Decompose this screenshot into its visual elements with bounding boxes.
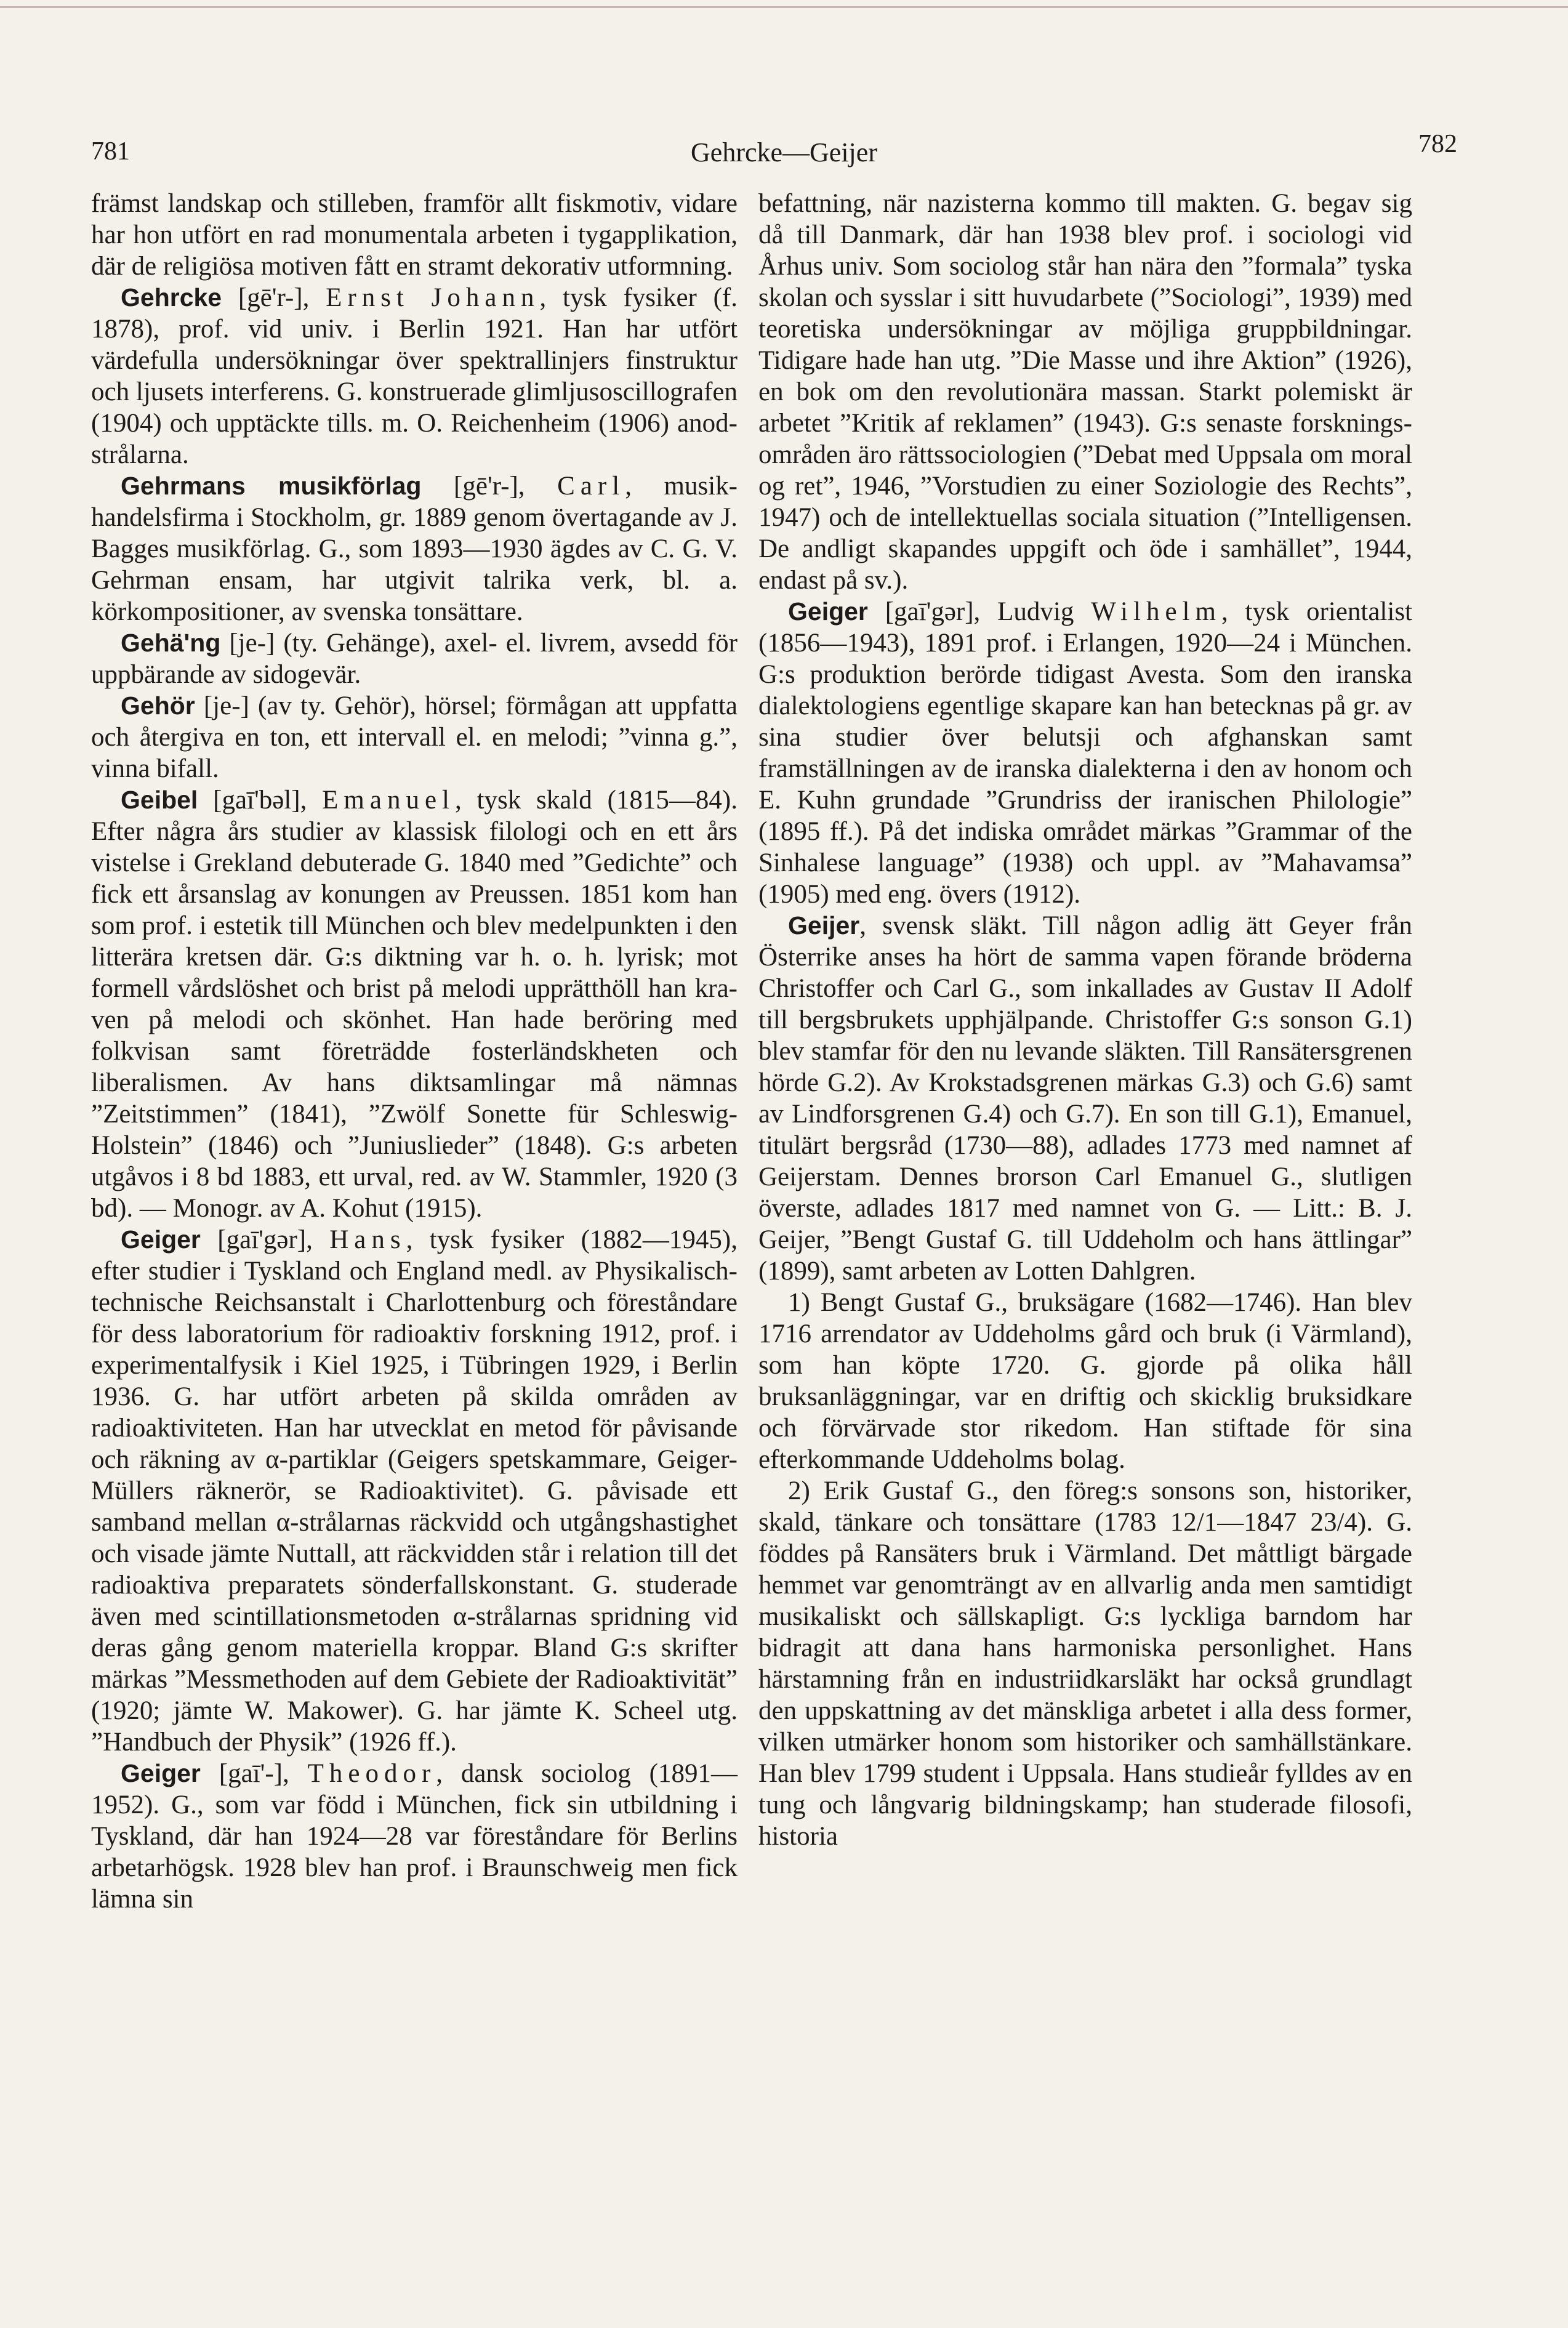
- continued-paragraph: [758, 188, 1412, 596]
- entry-given-name: Carl: [557, 472, 625, 501]
- entry-headword: Geibel: [121, 786, 198, 814]
- entry-pronunciation: [gaī'gər],: [200, 1225, 330, 1254]
- entry-given-name: Hans: [329, 1225, 406, 1254]
- entry-pronunciation: [je-]: [220, 629, 284, 658]
- right-column: [758, 188, 1412, 1852]
- dictionary-entry: [91, 1224, 738, 1758]
- entry-pronunciation: [gē'r-],: [421, 472, 558, 501]
- entry-text: 1) Bengt Gustaf G., bruksägare (1682—1746). Han blev 1716 arrendator av Uddeholms gård och bruk (i Värmland), som han köpte 1720. G. gjorde på olika håll bruksanläggningar, var en driftig och skicklig bruksidkare och förvärvade stor rikedom. Han stiftade för sina efterkommande Uddeholms bolag.: [758, 1288, 1412, 1474]
- entry-text: , musikhandelsfirma i Stockholm, gr. 1889 genom övertagande av J. Bagges musikförlag. G., som 1893—1930 ägdes av C. G. V. Gehrman ensam, har utgivit talrika verk, bl. a. körkompositioner, av svenska tonsättare.: [91, 472, 738, 626]
- entry-text: främst landskap och stilleben, framför allt fiskmotiv, vidare har hon utfört en rad monumentala arbeten i tygapplikation, där de religiösa motiven fått en stramt dekorativ utformning.: [91, 189, 738, 281]
- entry-pronunciation: [je-]: [195, 691, 258, 720]
- entry-headword: Geiger: [121, 1759, 201, 1787]
- entry-text: , dansk sociolog (1891—1952). G., som var född i München, fick sin utbildning i Tyskland, där han 1924—28 var föreståndare för Berlins arbetarhögsk. 1928 blev han prof. i Braunschweig men fick lämna sin: [91, 1759, 738, 1914]
- entry-headword: Gehä'ng: [121, 629, 221, 657]
- dictionary-entry: [91, 1758, 738, 1915]
- entry-text: befattning, när nazisterna kommo till makten. G. begav sig då till Danmark, där han 1938 blev prof. i sociologi vid Århus univ. Som sociolog står han nära den ”formala” tyska skolan och sysslar i sitt huvudarbete (”Sociologi”, 1939) med teoretiska undersökningar av möjliga gruppbildningar. Tidigare hade han utg. ”Die Masse und ihre Aktion” (1926), en bok om den revolutionära massan. Starkt polemiskt är arbetet ”Kritik af reklamen” (1943). G:s senaste forskningsområden äro rättssociologien (”Debat med Uppsala om moral og ret”, 1946, ”Vorstudien zu einer Soziologie des Rechts”, 1947) och de intellektuellas sociala situation (”Intelligensen. De andligt skapandes uppgift och öde i samhället”, 1944, endast på sv.).: [758, 189, 1412, 595]
- entry-text: (av ty. Gehör), hörsel; förmågan att uppfatta och återgiva en ton, ett intervall el. en melodi; ”vinna g.”, vinna bifall.: [91, 691, 738, 783]
- dictionary-entry: [91, 627, 738, 690]
- entry-text: , tysk fysiker (1882—1945), efter studier i Tyskland och England medl. av Physikalisch-technische Reichsanstalt i Charlottenburg och föreståndare för dess laboratorium för radioaktiv forskning 1912, prof. i experimentalfysik i Kiel 1925, i Tübringen 1929, i Berlin 1936. G. har utfört arbeten på skilda områden av radioaktiviteten. Han har utvecklat en metod för påvisande och räkning av α-partiklar (Geigers spetskammare, Geiger-Müllers räknerör, se Radioaktivitet). G. påvisade ett samband mellan α-strålarnas räckvidd och utgångshastighet och visade jämte Nuttall, att räckvidden står i relation till det radioaktiva preparatets sönderfallskonstant. G. studerade även med scintillationsmetoden α-strålarnas spridning vid deras gång genom materiella kroppar. Bland G:s skrifter märkas ”Messmethoden auf dem Gebiete der Radioaktivität” (1920; jämte W. Makower). G. har jämte K. Scheel utg. ”Handbuch der Physik” (1926 ff.).: [91, 1225, 738, 1757]
- dictionary-entry: [91, 784, 738, 1224]
- entry-pronunciation: [gaī'-],: [200, 1759, 308, 1788]
- entry-text: 2) Erik Gustaf G., den föreg:s sonsons son, historiker, skald, tänkare och tonsättare (1783 12/1—1847 23/4). G. föddes på Ransäters bruk i Värmland. Det måttligt bärgade hemmet var genomträngt av en allvarlig anda men samtidigt musikaliskt och sällskapligt. G:s lyckliga barndom har bidragit att dana hans harmoniska personlighet. Hans härstamning från en industriidkarsläkt har också grundlagt den uppskattning av det mänskliga arbetet i alla dess former, vilken utmärker honom som historiker och samhällstänkare. Han blev 1799 student i Uppsala. Hans studieår fylldes av en tung och långvarig bildningskamp; han studerade filosofi, historia: [758, 1476, 1412, 1851]
- numbered-subentry: [758, 1287, 1412, 1475]
- dictionary-entry: [91, 690, 738, 784]
- top-edge-line: [0, 6, 1568, 8]
- entry-headword: Gehrcke: [121, 283, 222, 312]
- entry-pronunciation: [gaī'bəl],: [198, 786, 323, 815]
- numbered-subentry: [758, 1475, 1412, 1852]
- entry-text: , tysk skald (1815—84). Efter några års studier av klassisk filologi och en ett års vistelse i Grekland debuterade G. 1840 med ”Gedichte” och fick ett årsanslag av konungen av Preussen. 1851 kom han som prof. i estetik till München och blev medelpunkten i den litterära kretsen där. G:s diktning var h. o. h. lyrisk; mot formell vårdslöshet och brist på melodi upprätthöll han kraven på melodi och skönhet. Han hade beröring med folkvisan samt företrädde fosterländskheten och liberalismen. Av hans diktsamlingar må nämnas ”Zeitstimmen” (1841), ”Zwölf Sonette für Schleswig-Holstein” (1846) och ”Juniuslieder” (1848). G:s arbeten utgåvos i 8 bd 1883, ett urval, red. av W. Stammler, 1920 (3 bd). — Monogr. av A. Kohut (1915).: [91, 786, 738, 1223]
- entry-pronunciation: [gaī'gər], Ludvig: [867, 597, 1092, 626]
- dictionary-entry: [758, 596, 1412, 910]
- dictionary-entry: [91, 282, 738, 470]
- right-page-number: 782: [1418, 130, 1457, 158]
- left-page-number: 781: [91, 137, 130, 166]
- entry-pronunciation: ,: [859, 911, 883, 940]
- entry-headword: Geiger: [788, 597, 868, 626]
- entry-given-name: Emanuel: [322, 786, 455, 815]
- left-column: [91, 188, 738, 1915]
- entry-headword: Gehör: [121, 691, 195, 720]
- dictionary-entry: [758, 910, 1412, 1287]
- entry-text: , tysk fysiker (f. 1878), prof. vid univ. i Berlin 1921. Han har utfört värdefulla undersökningar över spektrallinjers finstruktur och ljusets interferens. G. konstruerade glimljusoscillografen (1904) och upptäckte tills. m. O. Reichenheim (1906) anodstrålarna.: [91, 283, 738, 469]
- entry-given-name: Theodor: [307, 1759, 436, 1788]
- entry-headword: Gehrmans musikförlag: [121, 472, 422, 500]
- entry-text: (ty. Gehänge), axel- el. livrem, avsedd för uppbärande av sidogevär.: [91, 629, 738, 689]
- continued-paragraph: [91, 188, 738, 282]
- entry-text: svensk släkt. Till någon adlig ätt Geyer från Österrike anses ha hört de samma vapen förande bröderna Christoffer och Carl G., som inkallades av Gustav II Adolf till bergsbrukets upphjälpande. Christoffer G:s sonson G.1) blev stamfar för den nu levande släkten. Till Ransätersgrenen hörde G.2). Av Krokstadsgrenen märkas G.3) och G.6) samt av Lindforsgrenen G.4) och G.7). En son till G.1), Emanuel, titulärt bergsråd (1730—88), adlades 1773 med namnet af Geijerstam. Dennes brorson Carl Emanuel G., slutligen överste, adlades 1817 med namnet von G. — Litt.: B. J. Geijer, ”Bengt Gustaf G. till Uddeholm och hans ättlingar” (1899), samt arbeten av Lotten Dahlgren.: [758, 911, 1412, 1286]
- entry-text: , tysk orientalist (1856—1943), 1891 prof. i Erlangen, 1920—24 i München. G:s produktion berörde tidigast Avesta. Som den iranska dialektologiens egentlige skapare kan han betecknas på gr. av sina studier över belutsji och afghanskan samt framställningen av de iranska dialekterna i den av honom och E. Kuhn grundade ”Grundriss der iranischen Philologie” (1895 ff.). På det indiska området märkas ”Grammar of the Sinhalese language” (1938) och uppl. av ”Mahavamsa” (1905) med eng. övers (1912).: [758, 597, 1412, 909]
- entry-given-name: Wilhelm: [1091, 597, 1221, 626]
- entry-headword: Geijer: [788, 911, 860, 940]
- entry-given-name: Ernst Johann: [326, 283, 540, 312]
- dictionary-entry: [91, 470, 738, 627]
- entry-pronunciation: [gē'r-],: [222, 283, 326, 312]
- running-title: Gehrcke—Geijer: [691, 137, 877, 167]
- entry-headword: Geiger: [121, 1225, 201, 1254]
